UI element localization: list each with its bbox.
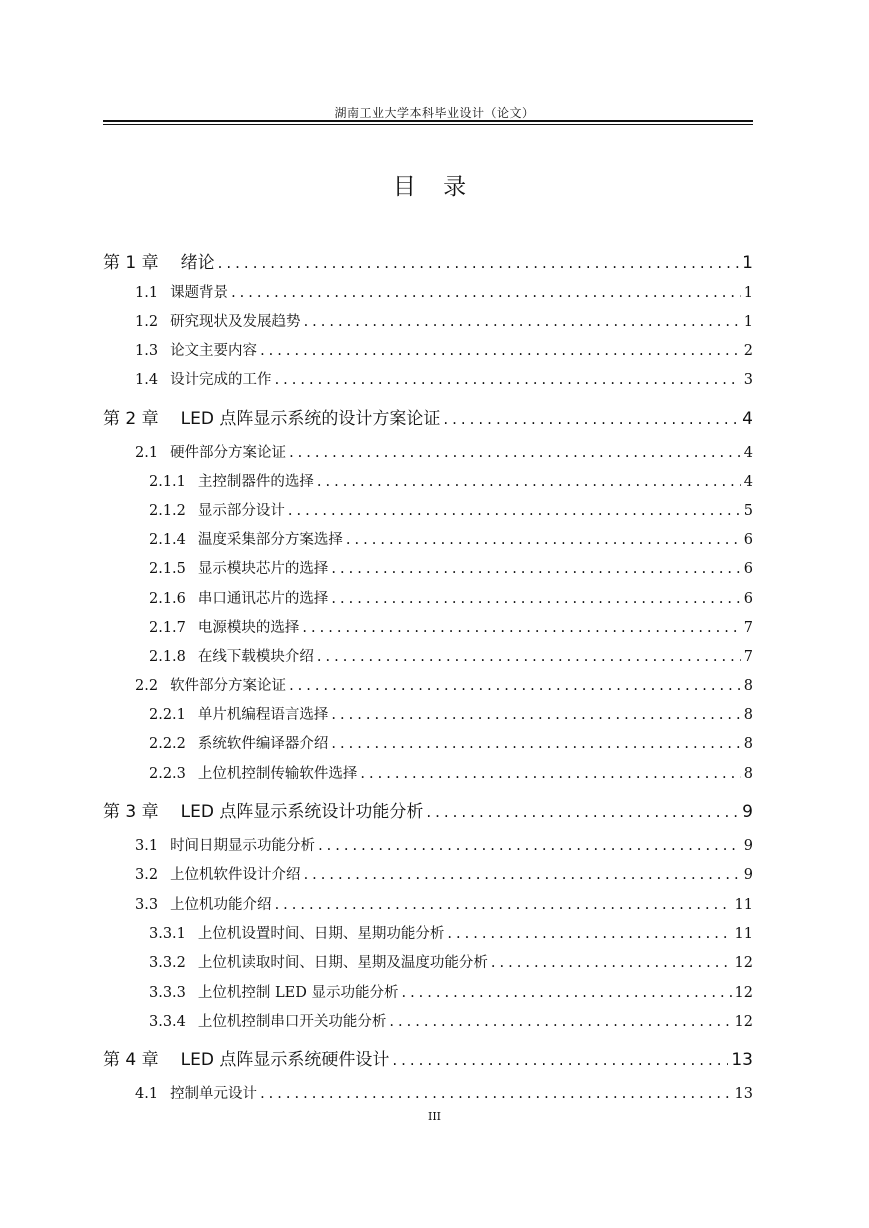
toc-entry-label [103, 797, 423, 822]
toc-leader-dots [392, 1051, 728, 1069]
toc-entry-number: 2.2 [135, 678, 159, 694]
toc-chapter-entry[interactable] [103, 404, 753, 429]
toc-entry-number: 3.3.4 [149, 1014, 186, 1030]
toc-page-number: 4 [743, 474, 753, 490]
toc-page-number: 4 [743, 445, 753, 461]
toc-entry-label [103, 732, 328, 753]
toc-section-entry[interactable] [103, 762, 753, 783]
toc-leader-dots [443, 410, 739, 428]
toc-entry-title: 上位机控制传输软件选择 [197, 766, 358, 782]
toc-page-number: 12 [734, 1014, 753, 1030]
toc-page-number: 3 [743, 372, 753, 388]
toc-section-entry[interactable] [103, 557, 753, 578]
toc-section-entry[interactable] [103, 499, 753, 520]
toc-entry-label [103, 703, 328, 724]
page-title: 目 录 [392, 174, 477, 200]
toc-entry-title: 上位机功能介绍 [170, 897, 272, 913]
toc-entry-label [103, 1082, 257, 1103]
toc-entry-title: 电源模块的选择 [197, 620, 300, 636]
toc-page-number: 13 [731, 1050, 753, 1070]
toc-entry-title: 串口通讯芯片的选择 [197, 591, 329, 607]
toc-entry-label [103, 762, 357, 783]
toc-entry-title: 上位机控制串口开关功能分析 [197, 1014, 387, 1030]
toc-entry-number: 2.1.8 [149, 649, 186, 665]
toc-leader-dots [331, 561, 740, 577]
toc-section-entry[interactable] [103, 951, 753, 972]
toc-entry-label [103, 339, 257, 360]
toc-entry-label [103, 616, 299, 637]
toc-leader-dots [260, 1086, 731, 1102]
toc-entry-title: 主控制器件的选择 [197, 474, 314, 490]
toc-entry-label [103, 368, 272, 389]
toc-section-entry[interactable] [103, 310, 753, 331]
toc-section-entry[interactable] [103, 645, 753, 666]
toc-page-number: 12 [734, 985, 753, 1001]
toc-leader-dots [491, 955, 732, 971]
toc-page-number: 7 [743, 649, 753, 665]
toc-page-number: 5 [743, 503, 753, 519]
toc-page-number: 1 [743, 314, 753, 330]
toc-entry-title: 论文主要内容 [170, 343, 258, 359]
toc-page-number: 9 [743, 867, 753, 883]
toc-entry-number: 2.1.5 [149, 561, 186, 577]
toc-entry-title: 设计完成的工作 [170, 372, 272, 388]
toc-section-entry[interactable] [103, 732, 753, 753]
toc-entry-label [103, 587, 328, 608]
toc-entry-number: 3.1 [135, 838, 159, 854]
toc-entry-title: 上位机设置时间、日期、星期功能分析 [197, 926, 445, 942]
toc-entry-label [103, 645, 314, 666]
toc-leader-dots [231, 285, 741, 301]
toc-entry-number: 1.1 [135, 285, 159, 301]
toc-entry-label [103, 893, 272, 914]
toc-entry-title: 在线下载模块介绍 [197, 649, 314, 665]
toc-section-entry[interactable] [103, 368, 753, 389]
toc-entry-label [103, 674, 286, 695]
toc-entry-title: 系统软件编译器介绍 [197, 736, 329, 752]
toc-leader-dots [275, 372, 741, 388]
toc-leader-dots [401, 985, 731, 1001]
toc-entry-label [103, 281, 228, 302]
running-header: 湖南工业大学本科毕业设计（论文） [334, 106, 535, 120]
toc-page-number: 7 [743, 620, 753, 636]
page-number: III [427, 1110, 442, 1123]
toc-entry-number: 2.2.2 [149, 736, 186, 752]
toc-section-entry[interactable] [103, 587, 753, 608]
toc-leader-dots [218, 254, 740, 272]
toc-entry-title: LED 点阵显示系统硬件设计 [180, 1050, 390, 1070]
toc-page-number: 6 [743, 532, 753, 548]
toc-entry-title: 温度采集部分方案选择 [197, 532, 343, 548]
toc-entry-label [103, 557, 328, 578]
toc-section-entry[interactable] [103, 893, 753, 914]
toc-entry-number: 2.2.1 [149, 707, 186, 723]
toc-entry-number: 2.1.7 [149, 620, 186, 636]
toc-entry-number: 2.1.4 [149, 532, 186, 548]
toc-entry-number: 3.3.2 [149, 955, 186, 971]
toc-entry-label [103, 834, 315, 855]
toc-page-number: 6 [743, 591, 753, 607]
toc-entry-number: 3.3.1 [149, 926, 186, 942]
toc-leader-dots [389, 1014, 731, 1030]
toc-entry-title: 控制单元设计 [170, 1086, 258, 1102]
toc-entry-label [103, 981, 398, 1002]
toc-entry-number: 第 1 章 [103, 253, 159, 273]
toc-chapter-entry[interactable] [103, 248, 753, 273]
toc-leader-dots [447, 926, 731, 942]
toc-page-number: 1 [743, 285, 753, 301]
toc-page-number: 11 [734, 926, 753, 942]
toc-page-number: 11 [734, 897, 753, 913]
toc-entry-number: 1.2 [135, 314, 159, 330]
toc-section-entry[interactable] [103, 674, 753, 695]
toc-section-entry[interactable] [103, 441, 753, 462]
toc-entry-number: 3.2 [135, 867, 159, 883]
toc-entry-title: 时间日期显示功能分析 [170, 838, 316, 854]
toc-leader-dots [317, 474, 741, 490]
toc-entry-number: 3.3.3 [149, 985, 186, 1001]
toc-entry-title: LED 点阵显示系统设计功能分析 [180, 802, 424, 822]
toc-page-number: 13 [734, 1086, 753, 1102]
toc-leader-dots [360, 766, 740, 782]
toc-section-entry[interactable] [103, 339, 753, 360]
toc-entry-label [103, 951, 488, 972]
toc-entry-label [103, 1010, 386, 1031]
toc-page-number: 4 [742, 409, 753, 429]
toc-entry-title: 单片机编程语言选择 [197, 707, 329, 723]
toc-page-number: 8 [743, 736, 753, 752]
toc-page-number: 12 [734, 955, 753, 971]
toc-entry-label [103, 404, 440, 429]
toc-leader-dots [288, 503, 741, 519]
toc-entry-title: 研究现状及发展趋势 [170, 314, 301, 330]
toc-leader-dots [302, 620, 740, 636]
toc-section-entry[interactable] [103, 834, 753, 855]
toc-leader-dots [317, 649, 741, 665]
toc-section-entry[interactable] [103, 1082, 753, 1103]
toc-section-entry[interactable] [103, 281, 753, 302]
toc-page-number: 2 [743, 343, 753, 359]
toc-entry-number: 2.1.6 [149, 591, 186, 607]
toc-entry-number: 第 2 章 [103, 409, 159, 429]
toc-entry-label [103, 248, 215, 273]
toc-entry-title: 显示部分设计 [197, 503, 285, 519]
toc-entry-title: 软件部分方案论证 [170, 678, 287, 694]
toc-section-entry[interactable] [103, 863, 753, 884]
toc-page-number: 6 [743, 561, 753, 577]
toc-entry-title: 上位机控制 LED 显示功能分析 [197, 985, 399, 1001]
toc-entry-label [103, 863, 301, 884]
toc-section-entry[interactable] [103, 922, 753, 943]
toc-leader-dots [346, 532, 741, 548]
toc-leader-dots [331, 591, 740, 607]
toc-entry-number: 2.1.1 [149, 474, 186, 490]
toc-section-entry[interactable] [103, 981, 753, 1002]
toc-entry-label [103, 528, 343, 549]
toc-entry-label [103, 922, 444, 943]
toc-entry-title: 显示模块芯片的选择 [197, 561, 329, 577]
toc-leader-dots [275, 897, 732, 913]
toc-section-entry[interactable] [103, 703, 753, 724]
toc-entry-number: 2.1.2 [149, 503, 186, 519]
toc-entry-number: 1.4 [135, 372, 159, 388]
toc-page-number: 8 [743, 678, 753, 694]
toc-page-number: 9 [742, 802, 753, 822]
toc-leader-dots [331, 736, 740, 752]
toc-chapter-entry[interactable] [103, 1045, 753, 1070]
toc-leader-dots [318, 838, 741, 854]
toc-entry-title: 绪论 [180, 253, 215, 273]
toc-leader-dots [304, 867, 741, 883]
toc-entry-number: 第 4 章 [103, 1050, 159, 1070]
toc-entry-number: 第 3 章 [103, 802, 159, 822]
toc-page-number: 1 [742, 253, 753, 273]
toc-section-entry[interactable] [103, 1010, 753, 1031]
toc-page-number: 8 [743, 766, 753, 782]
toc-entry-number: 2.1 [135, 445, 159, 461]
toc-entry-label [103, 470, 314, 491]
toc-leader-dots [260, 343, 741, 359]
toc-leader-dots [289, 678, 741, 694]
toc-entry-number: 3.3 [135, 897, 159, 913]
toc-page-number: 8 [743, 707, 753, 723]
toc-leader-dots [304, 314, 741, 330]
toc-entry-number: 2.2.3 [149, 766, 186, 782]
toc-entry-label [103, 441, 286, 462]
toc-page-number: 9 [743, 838, 753, 854]
toc-leader-dots [426, 803, 739, 821]
toc-chapter-entry[interactable] [103, 797, 753, 822]
toc-entry-number: 4.1 [135, 1086, 159, 1102]
toc-section-entry[interactable] [103, 470, 753, 491]
toc-entry-title: 课题背景 [170, 285, 229, 301]
toc-section-entry[interactable] [103, 616, 753, 637]
toc-entry-number: 1.3 [135, 343, 159, 359]
toc-entry-label [103, 499, 285, 520]
toc-entry-label [103, 1045, 389, 1070]
toc-section-entry[interactable] [103, 528, 753, 549]
toc-leader-dots [331, 707, 740, 723]
toc-entry-title: 硬件部分方案论证 [170, 445, 287, 461]
toc-leader-dots [289, 445, 741, 461]
toc-entry-title: 上位机读取时间、日期、星期及温度功能分析 [197, 955, 488, 971]
toc-entry-label [103, 310, 301, 331]
toc-entry-title: LED 点阵显示系统的设计方案论证 [180, 409, 441, 429]
toc-entry-title: 上位机软件设计介绍 [170, 867, 301, 883]
